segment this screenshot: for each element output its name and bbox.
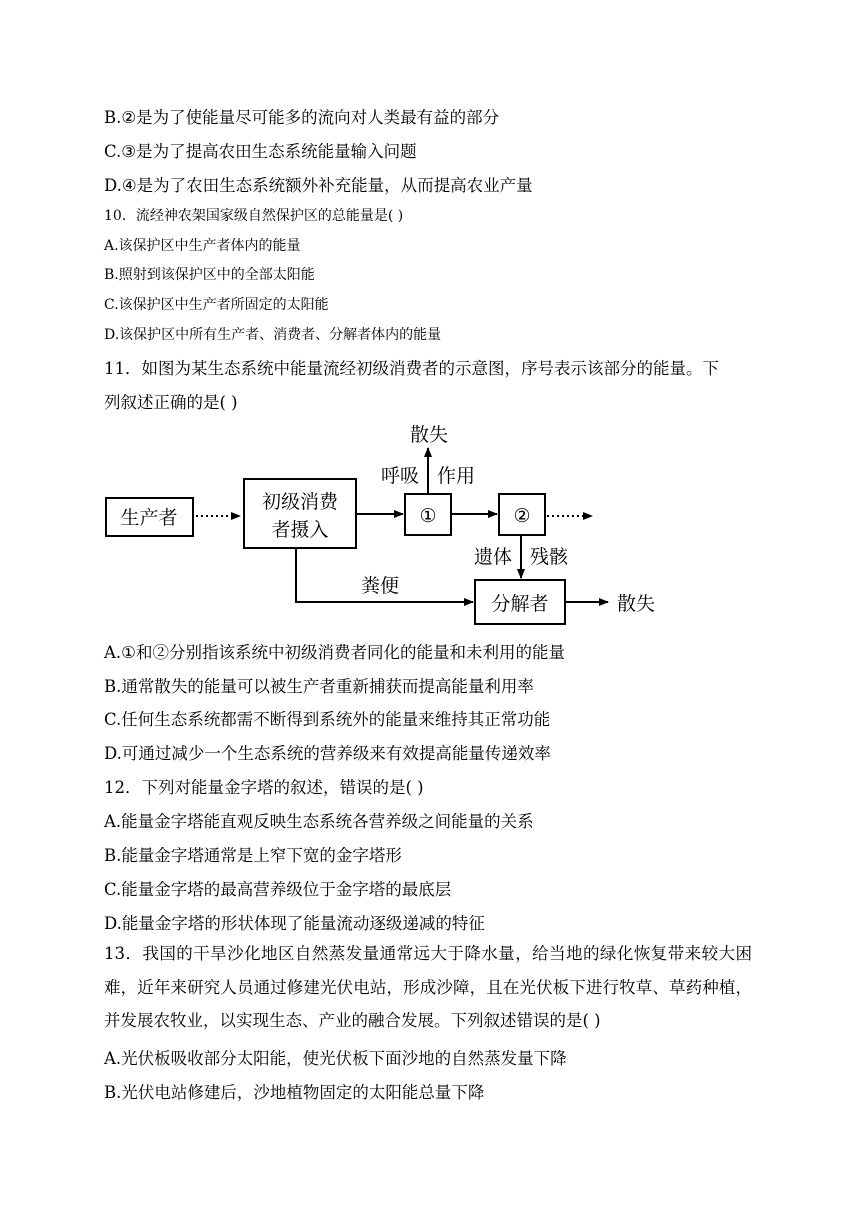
respiration-left-label: 呼吸 [380, 465, 420, 487]
box2-label: ② [513, 505, 531, 527]
producer-box [106, 498, 193, 536]
remains-right-label: 残骸 [529, 546, 569, 568]
q11-option-d: D.可通过减少一个生态系统的营养级来有效提高能量传递效率 [104, 744, 551, 763]
q13-option-a: A.光伏板吸收部分太阳能，使光伏板下面沙地的自然蒸发量下降 [104, 1049, 567, 1068]
energy-box-2 [499, 494, 545, 535]
q13-stem: 13．我国的干旱沙化地区自然蒸发量通常远大于降水量，给当地的绿化恢复带来较大困难，近年来研究人员通过修建光伏电站，形成沙障，且在光伏板下进行牧草、草药种植，并发展农牧业，以实现生态、产业的融合发展。下列叙述错误的是( ) [104, 944, 752, 1030]
q12-option-b: B.能量金字塔通常是上窄下宽的金字塔形 [104, 846, 402, 865]
consumer-box [244, 479, 356, 548]
q10-option-c: C.该保护区中生产者所固定的太阳能 [104, 297, 329, 313]
box1-label: ① [419, 505, 437, 527]
q13-option-b: B.光伏电站修建后，沙地植物固定的太阳能总量下降 [104, 1083, 485, 1102]
q12-option-d: D.能量金字塔的形状体现了能量流动逐级递减的特征 [104, 914, 485, 933]
q12-option-a: A.能量金字塔能直观反映生态系统各营养级之间能量的关系 [104, 812, 534, 831]
q12-option-c: C.能量金字塔的最高营养级位于金字塔的最底层 [104, 880, 452, 899]
q11-stem-line1: 11．如图为某生态系统中能量流经初级消费者的示意图，序号表示该部分的能量。下 [104, 359, 719, 378]
consumer-label-line1: 初级消费 [261, 491, 339, 513]
q11-option-b: B.通常散失的能量可以被生产者重新捕获而提高能量利用率 [104, 677, 534, 696]
producer-label: 生产者 [120, 507, 178, 529]
q11-option-c: C.任何生态系统都需不断得到系统外的能量来维持其正常功能 [104, 710, 551, 729]
energy-box-1 [405, 494, 451, 535]
q10-option-b: B.照射到该保护区中的全部太阳能 [104, 267, 315, 283]
q12-stem: 12．下列对能量金字塔的叙述，错误的是( ) [104, 778, 424, 797]
consumer-label-line2: 者摄入 [271, 519, 329, 541]
q10-stem: 10．流经神农架国家级自然保护区的总能量是( ) [104, 208, 404, 224]
dissipate-top-label: 散失 [409, 424, 449, 446]
q11-stem-line2: 列叙述正确的是( ) [104, 393, 238, 412]
q11-option-a: A.①和②分别指该系统中初级消费者同化的能量和未利用的能量 [104, 643, 565, 662]
arrow-feces [296, 548, 473, 602]
decomposer-box [475, 580, 565, 624]
decomposer-label: 分解者 [491, 593, 549, 615]
q10-option-d: D.该保护区中所有生产者、消费者、分解者体内的能量 [104, 327, 442, 343]
dissipate-right-label: 散失 [616, 593, 656, 615]
remains-left-label: 遗体 [473, 546, 513, 568]
q9-option-b: B.②是为了使能量尽可能多的流向对人类最有益的部分 [104, 108, 500, 127]
feces-label: 粪便 [360, 575, 400, 597]
q10-option-a: A.该保护区中生产者体内的能量 [104, 238, 301, 254]
q9-option-d: D.④是为了农田生态系统额外补充能量，从而提高农业产量 [104, 176, 533, 195]
q9-option-c: C.③是为了提高农田生态系统能量输入问题 [104, 142, 417, 161]
respiration-right-label: 作用 [436, 465, 476, 487]
